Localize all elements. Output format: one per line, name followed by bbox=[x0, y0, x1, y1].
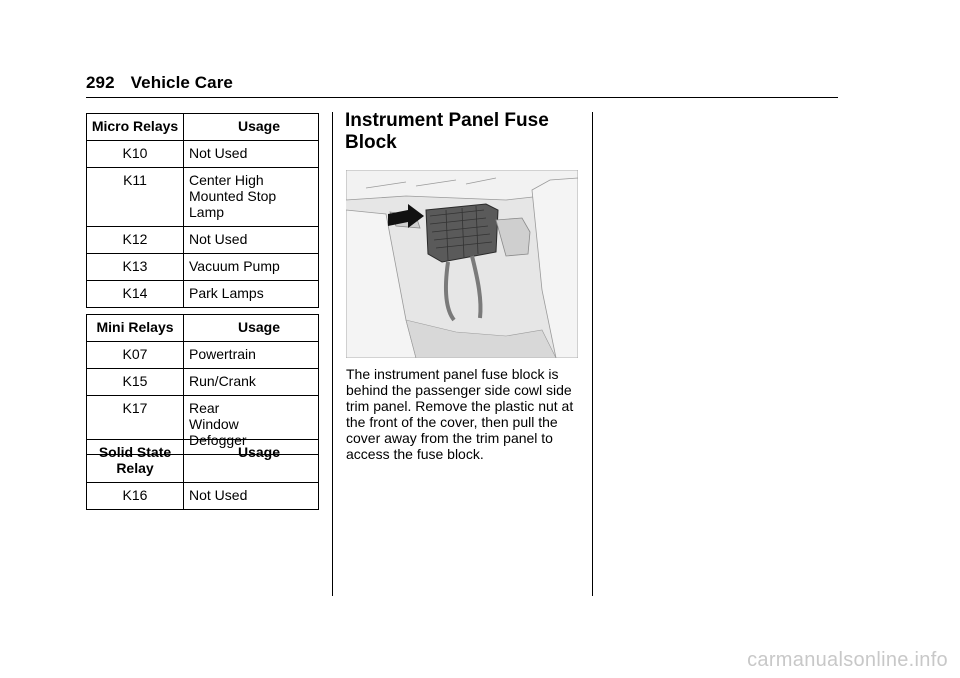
col-header-usage: Usage bbox=[184, 315, 319, 342]
header-rule bbox=[86, 97, 838, 98]
relay-cell: K13 bbox=[87, 254, 184, 281]
usage-cell: Run/Crank bbox=[184, 369, 319, 396]
col-header-relay: Mini Relays bbox=[87, 315, 184, 342]
page-header bbox=[86, 73, 233, 93]
mini-relays-table bbox=[86, 314, 319, 455]
fuse-block-illustration bbox=[346, 170, 578, 358]
section-body: The instrument panel fuse block is behind the passenger side cowl side trim panel. Remove the plastic nut at the front of the cover, then pull the cover away from the trim panel to access the fuse block. bbox=[346, 366, 574, 462]
relay-cell: K15 bbox=[87, 369, 184, 396]
usage-cell: Park Lamps bbox=[184, 281, 319, 308]
usage-cell: Not Used bbox=[184, 141, 319, 168]
usage-cell: Vacuum Pump bbox=[184, 254, 319, 281]
col-header-usage: Usage bbox=[184, 114, 319, 141]
table-header-row bbox=[87, 315, 319, 342]
relay-cell: K10 bbox=[87, 141, 184, 168]
table-row bbox=[87, 141, 319, 168]
table-row bbox=[87, 254, 319, 281]
section-name: Vehicle Care bbox=[130, 73, 233, 92]
table-row bbox=[87, 369, 319, 396]
col-header-relay: Micro Relays bbox=[87, 114, 184, 141]
usage-cell: Not Used bbox=[184, 227, 319, 254]
relay-cell: K16 bbox=[87, 483, 184, 510]
table-row bbox=[87, 342, 319, 369]
column-divider-right bbox=[592, 112, 593, 596]
table-header-row bbox=[87, 440, 319, 483]
usage-cell: Center High Mounted Stop Lamp bbox=[184, 168, 319, 227]
table-row bbox=[87, 227, 319, 254]
micro-relays-table bbox=[86, 113, 319, 308]
relay-cell: K17 bbox=[87, 396, 184, 455]
col-header-relay: Solid State Relay bbox=[87, 440, 184, 483]
usage-cell: Not Used bbox=[184, 483, 319, 510]
page-number: 292 bbox=[86, 73, 115, 92]
column-divider-left bbox=[332, 112, 333, 596]
watermark: carmanualsonline.info bbox=[747, 649, 948, 671]
table-row bbox=[87, 281, 319, 308]
relay-cell: K11 bbox=[87, 168, 184, 227]
usage-cell: Rear Window Defogger bbox=[184, 396, 319, 455]
relay-cell: K07 bbox=[87, 342, 184, 369]
relay-cell: K12 bbox=[87, 227, 184, 254]
relay-cell: K14 bbox=[87, 281, 184, 308]
col-header-usage: Usage bbox=[184, 440, 319, 483]
section-title: Instrument Panel Fuse Block bbox=[345, 110, 549, 153]
table-row bbox=[87, 483, 319, 510]
usage-cell: Powertrain bbox=[184, 342, 319, 369]
table-row bbox=[87, 168, 319, 227]
solid-state-relay-table bbox=[86, 439, 319, 510]
table-header-row bbox=[87, 114, 319, 141]
fuse-block-drawing bbox=[346, 170, 578, 358]
